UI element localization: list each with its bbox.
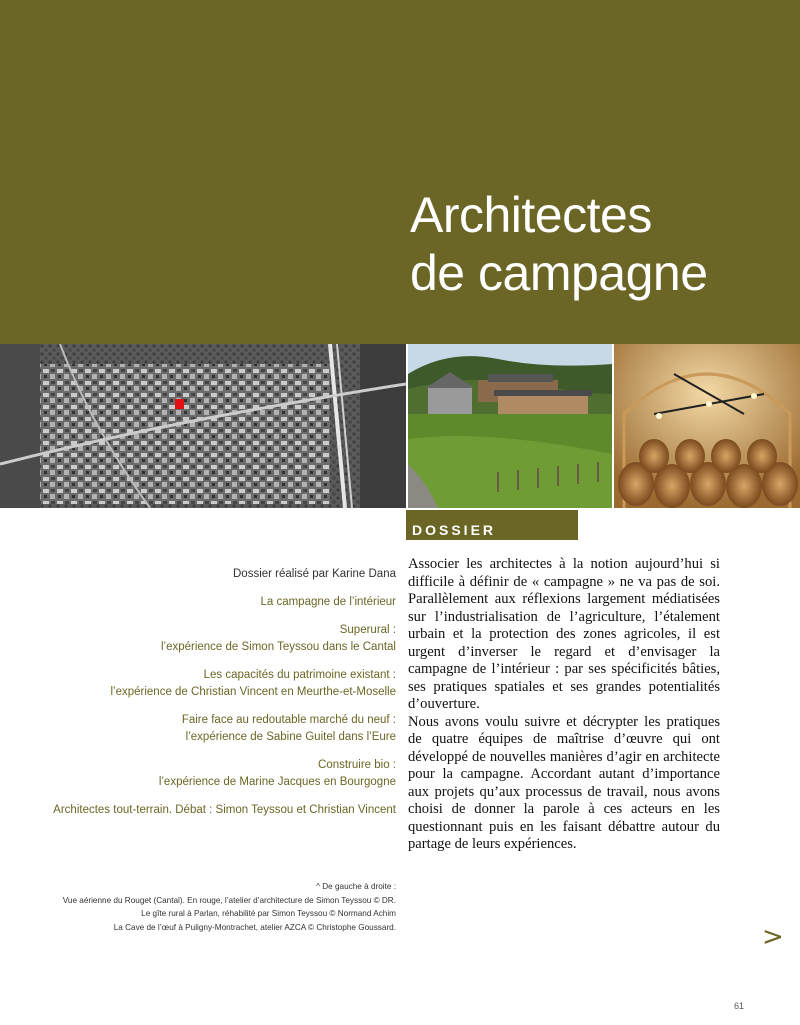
title-line-1: Architectes — [410, 187, 652, 243]
contents-item — [6, 622, 396, 656]
contents-item — [6, 594, 396, 611]
contents-item-line2: l’expérience de Christian Vincent en Meurthe-et-Moselle — [110, 686, 396, 698]
contents-item-line1: Construire bio : — [318, 759, 396, 771]
intro-paragraph: Nous avons voulu suivre et décrypter les pratiques de quatre équipes de maîtrise d’œuvre qui ont développé de nouvelles manières d’agir en architecte pour la campagne. Accordant autant d’importance aux projets qu’aux processus de travail, nous avons choisi de donner la parole à ces acteurs en les questionnant puis en les faisant débattre autour du partage de leurs expériences. — [408, 713, 720, 852]
intro-text — [408, 556, 720, 854]
contents-item-line2: l’expérience de Sabine Guitel dans l’Eure — [185, 731, 396, 743]
caption-line: La Cave de l’œuf à Puligny-Montrachet, atelier AZCA © Christophe Goussard. — [113, 922, 396, 932]
contents-item-line1: Architectes tout-terrain. Débat : Simon Teyssou et Christian Vincent — [53, 804, 396, 816]
aerial-photo — [0, 344, 406, 508]
contents-item-line1: Superural : — [339, 624, 396, 636]
contents-item-line2: l’expérience de Simon Teyssou dans le Cantal — [160, 641, 396, 653]
contents-item-line1: Faire face au redoutable marché du neuf : — [181, 714, 396, 726]
title-line-2: de campagne — [410, 245, 708, 301]
table-of-contents — [6, 566, 396, 830]
caption-line: ^ De gauche à droite : — [316, 882, 396, 891]
next-page-arrow-icon[interactable]: > — [762, 922, 784, 952]
contents-item-line1: Les capacités du patrimoine existant : — [203, 669, 396, 681]
contents-item — [6, 667, 396, 701]
page-number: 61 — [734, 1001, 745, 1011]
contents-item-line2: l’expérience de Marine Jacques en Bourgogne — [158, 776, 396, 788]
intro-paragraph: Associer les architectes à la notion aujourd’hui si difficile à définir de « campagne » ne va pas de soi. Parallèlement aux réflexions largement médiatisées sur l’industrialisation de l’agriculture, l’étalement urbain et la protection des zones agricoles, il est urgent d’inverser le regard et d’envisager la campagne de l’intérieur : par ses spécificités bâties, ses pratiques spatiales et ses grandes potentialités d’ouverture. — [408, 556, 720, 712]
red-building-marker — [175, 399, 184, 409]
section-label: DOSSIER — [412, 522, 497, 538]
page-title — [410, 186, 708, 302]
contents-item — [6, 712, 396, 746]
caption-line: Vue aérienne du Rouget (Cantal). En rouge, l’atelier d’architecture de Simon Teyssou © DR. — [62, 895, 396, 905]
photo-strip — [0, 344, 800, 508]
contents-item-line1: La campagne de l’intérieur — [260, 596, 396, 608]
author-credit: Dossier réalisé par Karine Dana — [233, 568, 396, 580]
caption-line: Le gîte rural à Parlan, réhabilité par Simon Teyssou © Normand Achim — [141, 909, 396, 918]
photo-captions — [6, 880, 396, 934]
rural-house-photo — [408, 344, 612, 508]
contents-item — [6, 802, 396, 819]
contents-item — [6, 757, 396, 791]
wine-cellar-photo — [614, 344, 800, 508]
